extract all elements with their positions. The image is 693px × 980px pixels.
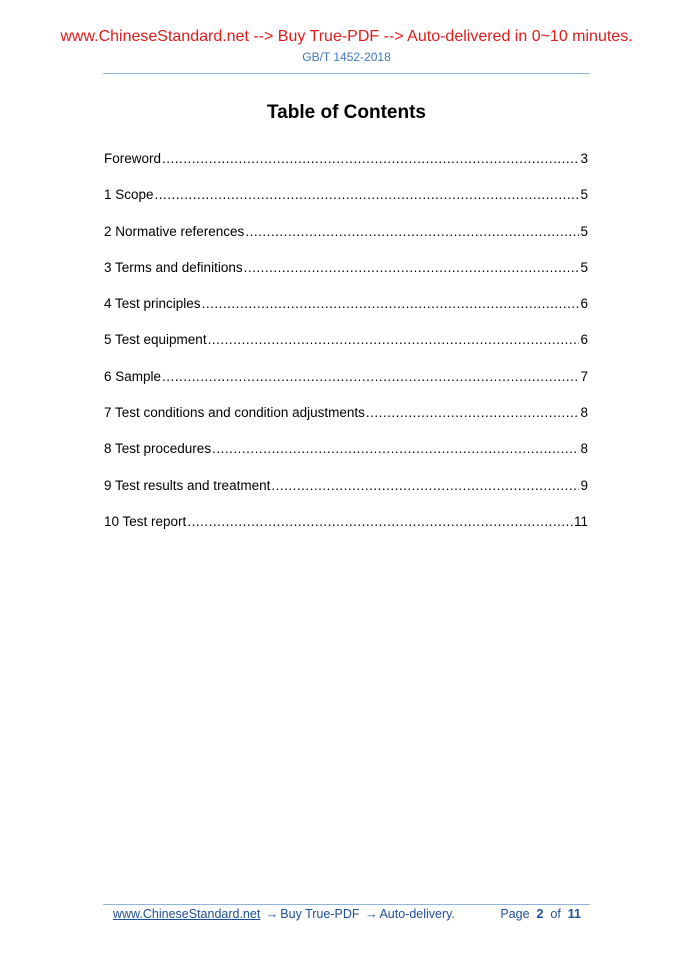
- toc-title: Table of Contents: [266, 102, 427, 123]
- toc-entry-label: 6 Sample: [104, 368, 162, 384]
- toc-dot-leader: [162, 368, 579, 385]
- toc-entry-page: 7: [580, 368, 588, 384]
- toc-entry-label: Foreword: [104, 151, 162, 166]
- right-arrow-icon: →: [364, 907, 378, 921]
- page-word: Page: [500, 907, 530, 921]
- current-page-number: 2: [536, 907, 544, 921]
- toc-entry-page: 5: [580, 187, 588, 203]
- toc-entry-test-equipment[interactable]: [104, 331, 588, 367]
- toc-entry-page: 6: [580, 296, 588, 312]
- footer-divider: [103, 904, 590, 905]
- toc-dot-leader: [187, 513, 573, 530]
- toc-entry-page: 5: [580, 259, 588, 275]
- of-word: of: [550, 907, 561, 921]
- toc-dot-leader: [245, 223, 579, 240]
- total-page-count: 11: [567, 907, 581, 921]
- toc-entry-test-report[interactable]: [104, 513, 588, 549]
- toc-dot-leader: [244, 259, 580, 276]
- toc-entry-foreword[interactable]: [104, 150, 588, 186]
- toc-entry-page: 6: [580, 332, 588, 348]
- footer-buy-text: Buy True-PDF: [280, 907, 360, 921]
- toc-entry-label: 1 Scope: [104, 187, 154, 203]
- toc-dot-leader: [202, 295, 580, 312]
- toc-dot-leader: [208, 331, 580, 348]
- page-number-indicator: [500, 907, 581, 922]
- toc-entry-normative-references[interactable]: [104, 223, 588, 259]
- toc-entry-label: 10 Test report: [104, 513, 187, 529]
- right-arrow-icon: →: [265, 907, 279, 921]
- toc-entry-page: 5: [580, 223, 588, 239]
- toc-entry-page: 3: [580, 151, 588, 166]
- toc-entry-label: 9 Test results and treatment: [104, 477, 271, 493]
- toc-entry-terms-definitions[interactable]: [104, 259, 588, 295]
- toc-dot-leader: [162, 150, 579, 167]
- toc-entry-label: 5 Test equipment: [104, 332, 207, 348]
- header-divider: [103, 73, 590, 74]
- toc-entry-page: 8: [580, 441, 588, 457]
- site-banner[interactable]: www.ChineseStandard.net --> Buy True-PDF --> Auto-delivered in 0~10 minutes.: [60, 28, 633, 45]
- toc-entry-test-principles[interactable]: [104, 295, 588, 331]
- standard-code: GB/T 1452-2018: [302, 50, 391, 64]
- toc-entry-sample[interactable]: [104, 368, 588, 404]
- toc-dot-leader: [366, 404, 580, 421]
- toc-dot-leader: [155, 186, 580, 203]
- toc-entry-test-procedures[interactable]: [104, 440, 588, 476]
- toc-entry-label: 8 Test procedures: [104, 441, 212, 457]
- toc-entry-page: 8: [580, 405, 588, 421]
- toc-dot-leader: [212, 440, 579, 457]
- toc-entry-page: 9: [580, 477, 588, 493]
- footer-site-link[interactable]: www.ChineseStandard.net: [113, 907, 261, 921]
- toc-entry-scope[interactable]: [104, 186, 588, 222]
- page-footer: [113, 907, 581, 922]
- toc-entry-test-results[interactable]: [104, 477, 588, 513]
- toc-list: [104, 150, 588, 549]
- toc-entry-label: 2 Normative references: [104, 223, 245, 239]
- toc-entry-label: 3 Terms and definitions: [104, 259, 243, 275]
- toc-entry-page: 11: [573, 513, 588, 529]
- toc-entry-label: 4 Test principles: [104, 296, 201, 312]
- footer-delivery-text: Auto-delivery.: [379, 907, 455, 921]
- toc-entry-label: 7 Test conditions and condition adjustments: [104, 405, 365, 421]
- toc-entry-test-conditions[interactable]: [104, 404, 588, 440]
- toc-dot-leader: [271, 477, 579, 494]
